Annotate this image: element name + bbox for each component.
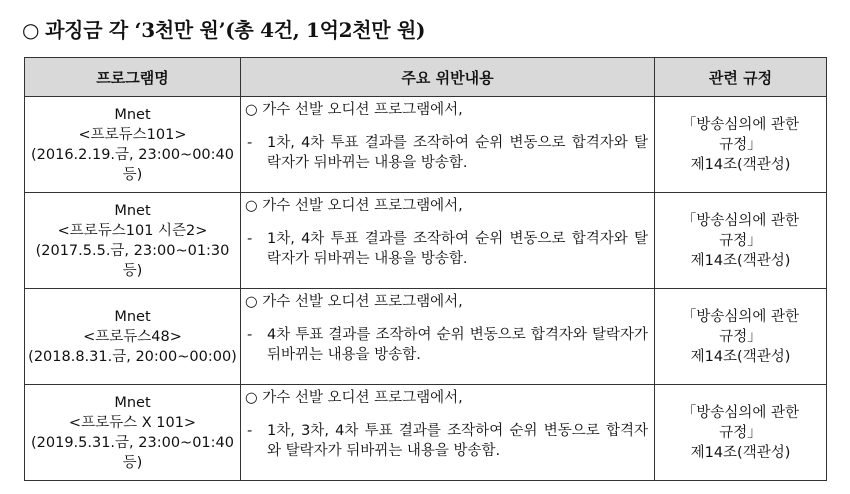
- regulation-cell: [655, 193, 827, 289]
- violation-intro: ○ 가수 선발 오디션 프로그램에서,: [245, 102, 463, 118]
- violation-cell: [241, 385, 655, 481]
- regulation-line-1: 「방송심의에 관한: [681, 116, 800, 133]
- regulation-cell: [655, 385, 827, 481]
- broadcast-period-end: 등): [122, 166, 143, 183]
- table-header-row: [25, 58, 827, 97]
- broadcast-period: (2018.8.31.금, 20:00~00:00): [28, 348, 237, 365]
- program-cell: [25, 193, 241, 289]
- violation-cell: [241, 97, 655, 193]
- section-heading: [22, 14, 425, 43]
- header-violation: 주요 위반내용: [241, 58, 655, 97]
- program-title: <프로듀스101>: [78, 126, 187, 143]
- regulation-line-3: 제14조(객관성): [690, 156, 791, 173]
- heading-text: 과징금 각 ‘3천만 원’(총 4건, 1억2천만 원): [45, 18, 426, 42]
- program-title: <프로듀스48>: [83, 328, 182, 345]
- violation-cell: [241, 193, 655, 289]
- broadcast-period: (2016.2.19.금, 23:00~00:40: [30, 146, 234, 163]
- broadcast-period: (2017.5.5.금, 23:00~01:30: [35, 242, 230, 259]
- program-cell: [25, 289, 241, 385]
- regulation-line-3: 제14조(객관성): [690, 444, 791, 461]
- violation-detail: 4차 투표 결과를 조작하여 순위 변동으로 합격자와 탈락자가 뒤바뀌는 내용을 방송함.: [267, 327, 648, 363]
- table-row: [25, 385, 827, 481]
- program-cell: [25, 97, 241, 193]
- regulation-line-1: 「방송심의에 관한: [681, 308, 800, 325]
- dash-marker: -: [247, 231, 253, 247]
- program-cell: [25, 385, 241, 481]
- regulation-line-3: 제14조(객관성): [690, 252, 791, 269]
- regulation-cell: [655, 97, 827, 193]
- program-title: <프로듀스101 시즌2>: [57, 222, 208, 239]
- violation-detail: 1차, 4차 투표 결과를 조작하여 순위 변동으로 합격자와 탈락자가 뒤바뀌는 내용을 방송함.: [267, 231, 648, 267]
- violation-cell: [241, 289, 655, 385]
- regulation-line-2: 규정」: [719, 232, 762, 249]
- dash-marker: -: [247, 135, 253, 151]
- sanctions-table: [24, 57, 827, 481]
- broadcast-period: (2019.5.31.금, 23:00~01:40: [30, 434, 234, 451]
- violation-intro: ○ 가수 선발 오디션 프로그램에서,: [245, 294, 463, 310]
- violation-detail: 1차, 4차 투표 결과를 조작하여 순위 변동으로 합격자와 탈락자가 뒤바뀌는 내용을 방송함.: [267, 135, 648, 171]
- channel-name: Mnet: [114, 202, 151, 219]
- program-title: <프로듀스 X 101>: [68, 414, 197, 431]
- violation-intro: ○ 가수 선발 오디션 프로그램에서,: [245, 198, 463, 214]
- dash-marker: -: [247, 327, 253, 343]
- broadcast-period-end: 등): [122, 454, 143, 471]
- regulation-line-2: 규정」: [719, 136, 762, 153]
- channel-name: Mnet: [114, 394, 151, 411]
- table-row: [25, 289, 827, 385]
- table-row: [25, 193, 827, 289]
- regulation-line-2: 규정」: [719, 328, 762, 345]
- regulation-cell: [655, 289, 827, 385]
- header-regulation: 관련 규정: [655, 58, 827, 97]
- heading-bullet: ○: [22, 18, 40, 42]
- regulation-line-1: 「방송심의에 관한: [681, 404, 800, 421]
- violation-intro: ○ 가수 선발 오디션 프로그램에서,: [245, 390, 463, 406]
- table-row: [25, 97, 827, 193]
- broadcast-period-end: 등): [122, 262, 143, 279]
- regulation-line-1: 「방송심의에 관한: [681, 212, 800, 229]
- regulation-line-2: 규정」: [719, 424, 762, 441]
- regulation-line-3: 제14조(객관성): [690, 348, 791, 365]
- channel-name: Mnet: [114, 106, 151, 123]
- violation-detail: 1차, 3차, 4차 투표 결과를 조작하여 순위 변동으로 합격자와 탈락자가 뒤바뀌는 내용을 방송함.: [267, 423, 648, 459]
- channel-name: Mnet: [114, 308, 151, 325]
- dash-marker: -: [247, 423, 253, 439]
- header-program: 프로그램명: [25, 58, 241, 97]
